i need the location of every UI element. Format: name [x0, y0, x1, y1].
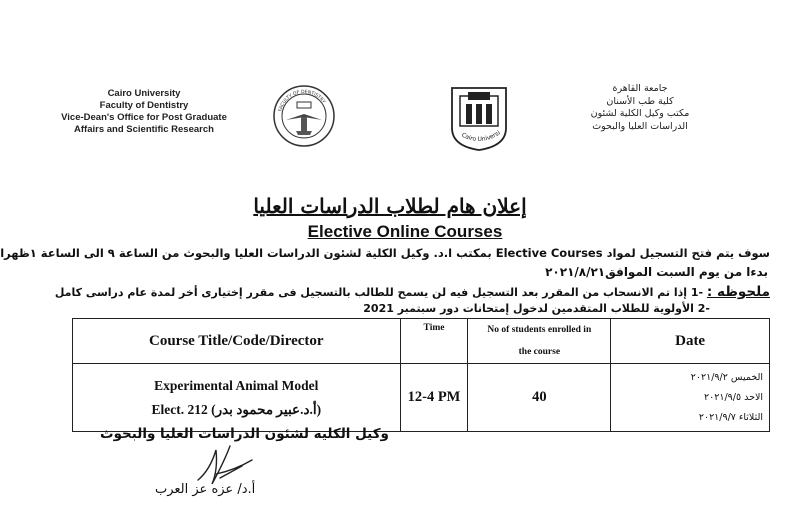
- header-line: Cairo University: [107, 88, 181, 99]
- course-code: Elect. 212: [151, 401, 208, 417]
- note-label: ملحوظه :: [706, 284, 770, 300]
- date-item: الثلاثاء ٢٠٢١/٩/٧: [698, 411, 763, 423]
- header-students-line1: No of students enrolled in: [487, 325, 592, 335]
- header-date: Date: [611, 319, 770, 364]
- arabic-header: [575, 83, 705, 133]
- dates-cell: [611, 364, 770, 432]
- svg-text:Cairo University: Cairo Universi: [460, 129, 502, 144]
- header-time: Time: [400, 319, 468, 364]
- signatory-title: وكيل الكلية لشئون الدراسات العليا والبحوث: [100, 426, 389, 442]
- course-code-director: [73, 398, 400, 422]
- table-row: [73, 364, 770, 432]
- english-header: [44, 88, 244, 136]
- course-director: (أ.د.عبير محمود بدر): [211, 401, 322, 417]
- date-item: الاحد ٢٠٢١/٩/٥: [704, 391, 763, 403]
- course-title: Experimental Animal Model: [154, 377, 319, 393]
- faculty-seal-logo: [272, 84, 336, 148]
- note-text-1: -1 إذا تم الانسحاب من المقرر بعد التسجيل فيه لن يسمح للطالب بالتسجيل فى مقرر إختيارى أخر لمدة عام دراسى كامل: [54, 286, 704, 299]
- header-line: جامعة القاهرة: [612, 83, 668, 94]
- announcement-title-english: Elective Online Courses: [307, 222, 503, 241]
- signatory-name: أ.د/ عزه عز العرب: [155, 482, 256, 497]
- header-line: Affairs and Scientific Research: [74, 124, 214, 135]
- header-course: Course Title/Code/Director: [73, 319, 401, 364]
- header-line: الدراسات العليا والبحوث: [592, 120, 688, 132]
- courses-table: [72, 318, 770, 432]
- course-cell: [73, 364, 401, 432]
- table-header-row: [73, 319, 770, 364]
- registration-line: سوف يتم فتح التسجيل لمواد Elective Courses بمكتب ا.د. وكيل الكلية لشئون الدراسات العليا والبحوث من الساعة ٩ الى الساعة ١ظهرا: [0, 246, 770, 260]
- announcement-title-arabic: إعلان هام لطلاب الدراسات العليا: [253, 194, 527, 218]
- svg-text:FACULTY OF DENTISTRY: FACULTY OF DENTISTRY: [278, 89, 326, 113]
- header-line: مكتب وكيل الكلية لشئون: [590, 108, 690, 119]
- date-item: الخميس ٢٠٢١/٩/٢: [690, 371, 763, 383]
- note-line-1: [55, 284, 770, 300]
- start-date-line: بدءا من يوم السبت الموافق٢٠٢١/٨/٢١: [545, 265, 768, 279]
- students-cell: 40: [468, 364, 611, 432]
- time-cell: 12-4 PM: [400, 364, 468, 432]
- university-logo: [446, 84, 512, 154]
- note-line-2: -2 الأولوية للطلاب المتقدمين لدخول إمتحانات دور سبتمبر 2021: [363, 302, 710, 315]
- header-students: [468, 319, 611, 364]
- header-students-line2: the course: [518, 347, 561, 357]
- header-line: كلية طب الأسنان: [606, 95, 674, 107]
- header-line: Faculty of Dentistry: [99, 100, 189, 111]
- header-line: Vice-Dean's Office for Post Graduate: [61, 112, 227, 123]
